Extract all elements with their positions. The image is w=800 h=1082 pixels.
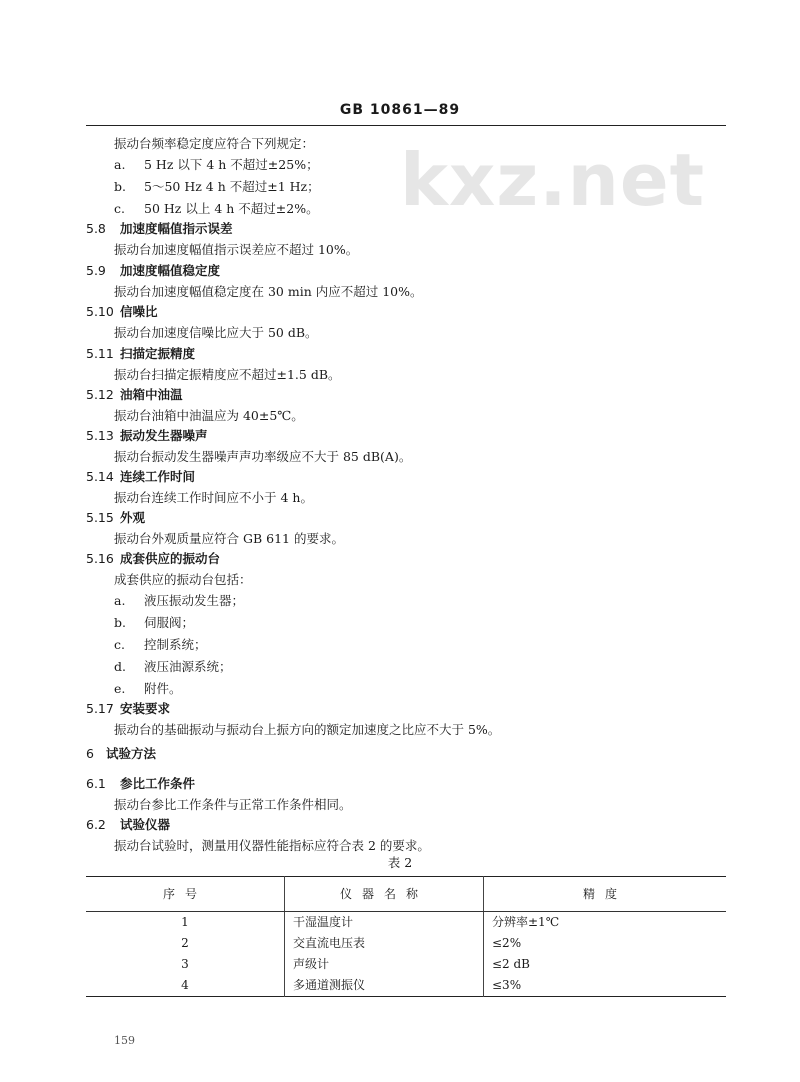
section-title: 连续工作时间 [120, 469, 196, 484]
section-title: 油箱中油温 [120, 387, 183, 402]
header-instrument: 仪器名称 [285, 877, 484, 912]
freq-item-a [114, 155, 800, 175]
section-body-5-8: 振动台加速度幅值指示误差应不超过 10%。 [114, 242, 359, 257]
section-heading-5-10 [86, 302, 800, 322]
item-label: d. [114, 659, 126, 674]
item-text: 液压振动发生器； [144, 593, 245, 608]
table-row [86, 954, 726, 975]
section-body-5-11: 振动台扫描定振精度应不超过±1.5 dB。 [114, 367, 341, 382]
section-title: 成套供应的振动台 [120, 551, 221, 566]
section-heading-5-16 [86, 549, 800, 569]
section-body-5-14: 振动台连续工作时间应不小于 4 h。 [114, 490, 313, 505]
section-heading-6-2 [86, 815, 800, 835]
section-number: 5.8 [86, 221, 106, 236]
section-number: 5.9 [86, 263, 106, 278]
item-label: c. [114, 201, 125, 216]
chapter-heading-6 [86, 744, 800, 764]
section-title: 参比工作条件 [120, 776, 196, 791]
item-text: 控制系统； [144, 637, 207, 652]
item-label: b. [114, 179, 126, 194]
section-title: 试验方法 [106, 746, 157, 761]
section-number: 6.2 [86, 817, 106, 832]
section-heading-5-8 [86, 219, 800, 239]
freq-item-c [114, 199, 800, 219]
section-number: 5.17 [86, 701, 114, 716]
section-number: 5.16 [86, 551, 114, 566]
table-row [86, 912, 726, 934]
section-title: 加速度幅值指示误差 [120, 221, 233, 236]
section-number: 5.12 [86, 387, 114, 402]
section-title: 加速度幅值稳定度 [120, 263, 221, 278]
cell-precision: ≤2 dB [484, 954, 727, 975]
section-body-5-15: 振动台外观质量应符合 GB 611 的要求。 [114, 531, 344, 546]
table-header-row [86, 877, 726, 912]
cell-instrument: 多通道测振仪 [285, 975, 484, 997]
section-title: 安装要求 [120, 701, 171, 716]
item-text: 液压油源系统； [144, 659, 232, 674]
kit-item-d [114, 657, 800, 677]
table-row [86, 975, 726, 997]
section-body-5-9: 振动台加速度幅值稳定度在 30 min 内应不超过 10%。 [114, 284, 423, 299]
cell-instrument: 干湿温度计 [285, 912, 484, 934]
header-rule [86, 125, 726, 126]
section-number: 5.13 [86, 428, 114, 443]
section-heading-5-13 [86, 426, 800, 446]
item-label: a. [114, 157, 126, 172]
section-body-5-10: 振动台加速度信噪比应大于 50 dB。 [114, 325, 318, 340]
section-heading-5-15 [86, 508, 800, 528]
kit-item-e [114, 679, 800, 699]
section-number: 6 [86, 746, 94, 761]
item-text: 伺服阀； [144, 615, 195, 630]
section-heading-5-12 [86, 385, 800, 405]
instrument-table [86, 876, 726, 997]
freq-intro: 振动台频率稳定度应符合下列规定： [114, 136, 315, 151]
section-title: 试验仪器 [120, 817, 171, 832]
section-number: 5.15 [86, 510, 114, 525]
section-number: 5.10 [86, 304, 114, 319]
kit-item-a [114, 591, 800, 611]
item-text: 5 Hz 以下 4 h 不超过±25%； [144, 157, 319, 172]
section-heading-5-11 [86, 344, 800, 364]
table-caption: 表 2 [387, 855, 413, 870]
item-label: e. [114, 681, 126, 696]
section-heading-6-1 [86, 774, 800, 794]
cell-precision: ≤3% [484, 975, 727, 997]
cell-precision: 分辨率±1℃ [484, 912, 727, 934]
section-title: 振动发生器噪声 [120, 428, 208, 443]
section-body-6-1: 振动台参比工作条件与正常工作条件相同。 [114, 797, 352, 812]
section-body-5-12: 振动台油箱中油温应为 40±5℃。 [114, 408, 304, 423]
item-text: 50 Hz 以上 4 h 不超过±2%。 [144, 201, 319, 216]
freq-item-b [114, 177, 800, 197]
section-heading-5-14 [86, 467, 800, 487]
section-title: 外观 [120, 510, 146, 525]
cell-precision: ≤2% [484, 933, 727, 954]
cell-seq: 2 [181, 936, 189, 950]
kit-item-b [114, 613, 800, 633]
cell-instrument: 声级计 [285, 954, 484, 975]
item-label: c. [114, 637, 125, 652]
section-title: 信噪比 [120, 304, 158, 319]
header-precision: 精度 [484, 877, 727, 912]
section-intro-5-16: 成套供应的振动台包括： [114, 572, 252, 587]
section-heading-5-9 [86, 261, 800, 281]
section-number: 6.1 [86, 776, 106, 791]
table-row [86, 933, 726, 954]
cell-seq: 3 [181, 957, 189, 971]
section-title: 扫描定振精度 [120, 346, 196, 361]
item-label: b. [114, 615, 126, 630]
cell-seq: 1 [181, 915, 189, 929]
section-body-5-17: 振动台的基础振动与振动台上振方向的额定加速度之比应不大于 5%。 [114, 722, 501, 737]
section-body-5-13: 振动台振动发生器噪声声功率级应不大于 85 dB(A)。 [114, 449, 412, 464]
item-label: a. [114, 593, 126, 608]
kit-item-c [114, 635, 800, 655]
cell-instrument: 交直流电压表 [285, 933, 484, 954]
section-number: 5.14 [86, 469, 114, 484]
page-number: 159 [114, 1034, 135, 1047]
cell-seq: 4 [181, 978, 189, 992]
header-seq: 序号 [86, 877, 285, 912]
standard-code: GB 10861—89 [339, 102, 461, 118]
section-body-6-2: 振动台试验时，测量用仪器性能指标应符合表 2 的要求。 [114, 838, 430, 853]
section-number: 5.11 [86, 346, 114, 361]
item-text: 附件。 [144, 681, 182, 696]
section-heading-5-17 [86, 699, 800, 719]
watermark: kxz.net [400, 138, 706, 222]
item-text: 5～50 Hz 4 h 不超过±1 Hz； [144, 179, 320, 194]
